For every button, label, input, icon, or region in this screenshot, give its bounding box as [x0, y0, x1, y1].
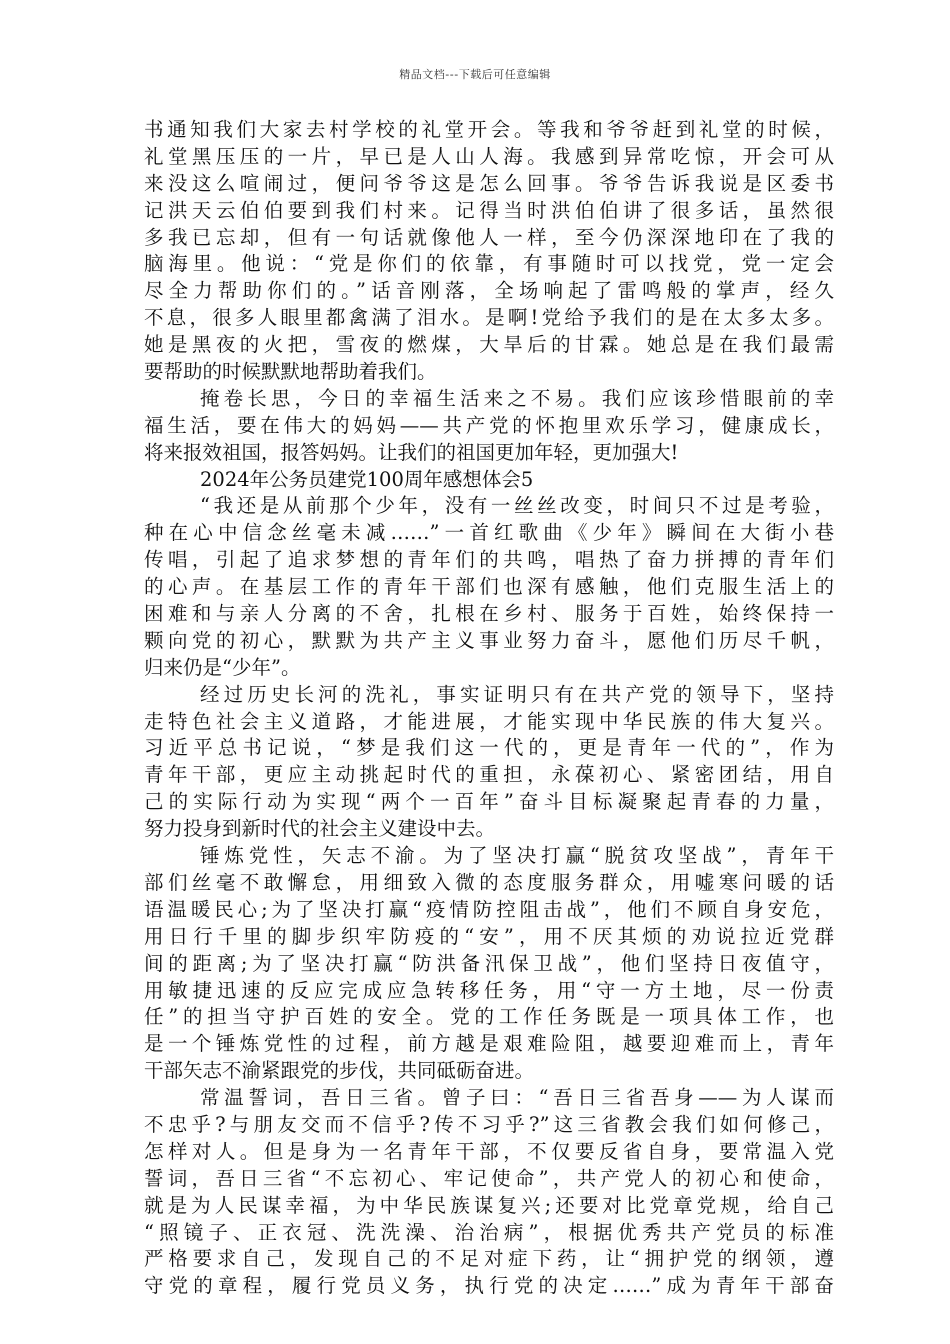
text-line: 的心声。在基层工作的青年干部们也深有感触，他们克服生活上的: [144, 575, 834, 599]
text-line: 干部矢志不渝紧跟党的步伐，共同砥砺奋进。: [144, 1059, 535, 1083]
text-line: 走特色社会主义道路，才能进展，才能实现中华民族的伟大复兴。: [144, 709, 834, 733]
text-line: 常温誓词，吾日三省。曾子曰：“吾日三省吾身——为人谋而: [200, 1086, 834, 1110]
text-line: 怎样对人。但是身为一名青年干部，不仅要反省自身，要常温入党: [144, 1139, 834, 1163]
text-line: 多我已忘却，但有一句话就像他人一样，至今仍深深地印在了我的: [144, 225, 834, 249]
document-body: [144, 117, 834, 1300]
text-line: 她是黑夜的火把，雪夜的燃煤，大旱后的甘霖。她总是在我们最需: [144, 333, 834, 357]
page-header: 精品文档---下载后可任意编辑: [399, 68, 551, 81]
text-line: 将来报效祖国，报答妈妈。让我们的祖国更加年轻，更加强大!: [144, 440, 679, 464]
text-line: 脑海里。他说：“党是你们的依靠，有事随时可以找党，党一定会: [144, 252, 834, 276]
text-line: 掩卷长思，今日的幸福生活来之不易。我们应该珍惜眼前的幸: [200, 386, 834, 410]
text-line: 间的距离;为了坚决打赢“防洪备汛保卫战”，他们坚持日夜值守，: [144, 951, 834, 975]
text-line: 青年干部，更应主动挑起时代的重担，永葆初心、紧密团结，用自: [144, 763, 834, 787]
text-line: 用敏捷迅速的反应完成应急转移任务，用“守一方土地，尽一份责: [144, 978, 834, 1002]
text-line: 礼堂黑压压的一片，早已是人山人海。我感到异常吃惊，开会可从: [144, 144, 834, 168]
text-line: 传唱，引起了追求梦想的青年们的共鸣，唱热了奋力拼搏的青年们: [144, 548, 834, 572]
text-line: 用日行千里的脚步织牢防疫的“安”，用不厌其烦的劝说拉近党群: [144, 924, 834, 948]
text-line: 书通知我们大家去村学校的礼堂开会。等我和爷爷赶到礼堂的时候，: [144, 118, 834, 141]
text-line: “我还是从前那个少年，没有一丝丝改变，时间只不过是考验，: [200, 494, 834, 518]
text-line: 锤炼党性，矢志不渝。为了坚决打赢“脱贫攻坚战”，青年干: [200, 844, 834, 868]
text-line: 努力投身到新时代的社会主义建设中去。: [144, 817, 496, 841]
text-line: 习近平总书记说，“梦是我们这一代的，更是青年一代的”，作为: [144, 736, 834, 760]
text-line: 种在心中信念丝毫未减……”一首红歌曲《少年》瞬间在大街小巷: [144, 521, 834, 545]
text-line: 记洪天云伯伯要到我们村来。记得当时洪伯伯讲了很多话，虽然很: [144, 198, 834, 222]
text-line: 守党的章程，履行党员义务，执行党的决定……”成为青年干部奋: [144, 1274, 834, 1298]
text-line: 己的实际行动为实现“两个一百年”奋斗目标凝聚起青春的力量，: [144, 790, 834, 814]
text-line: 语温暖民心;为了坚决打赢“疫情防控阻击战”，他们不顾自身安危，: [144, 897, 834, 921]
text-line: 誓词，吾日三省“不忘初心、牢记使命”，共产党人的初心和使命，: [144, 1166, 834, 1190]
text-line: 不息，很多人眼里都禽满了泪水。是啊!党给予我们的是在太多太多。: [144, 306, 834, 330]
text-line: 困难和与亲人分离的不舍，扎根在乡村、服务于百姓，始终保持一: [144, 602, 834, 626]
text-line: 2024年公务员建党100周年感想体会5: [200, 467, 534, 491]
text-line: “照镜子、正衣冠、洗洗澡、治治病”，根据优秀共产党员的标准: [144, 1220, 834, 1244]
text-line: 要帮助的时候默默地帮助着我们。: [144, 360, 437, 384]
text-line: 尽全力帮助你们的。”话音刚落，全场响起了雷鸣般的掌声，经久: [144, 279, 834, 303]
text-line: 不忠乎?与朋友交而不信乎?传不习乎?”这三省教会我们如何修己，: [144, 1112, 834, 1136]
text-line: 经过历史长河的洗礼，事实证明只有在共产党的领导下，坚持: [200, 682, 834, 706]
text-line: 任”的担当守护百姓的安全。党的工作任务既是一项具体工作，也: [144, 1005, 834, 1029]
text-line: 严格要求自己，发现自己的不足对症下药，让“拥护党的纲领，遵: [144, 1247, 834, 1271]
text-line: 部们丝毫不敢懈怠，用细致入微的态度服务群众，用嘘寒问暖的话: [144, 870, 834, 894]
text-line: 来没这么喧闹过，便问爷爷这是怎么回事。爷爷告诉我说是区委书: [144, 171, 834, 195]
text-line: 归来仍是“少年”。: [144, 655, 301, 679]
text-line: 颗向党的初心，默默为共产主义事业努力奋斗，愿他们历尽千帆，: [144, 628, 834, 652]
text-line: 是一个锤炼党性的过程，前方越是艰难险阻，越要迎难而上，青年: [144, 1032, 834, 1056]
text-line: 福生活，要在伟大的妈妈——共产党的怀抱里欢乐学习，健康成长，: [144, 413, 834, 437]
text-line: 就是为人民谋幸福，为中华民族谋复兴;还要对比党章党规，给自己: [144, 1193, 834, 1217]
